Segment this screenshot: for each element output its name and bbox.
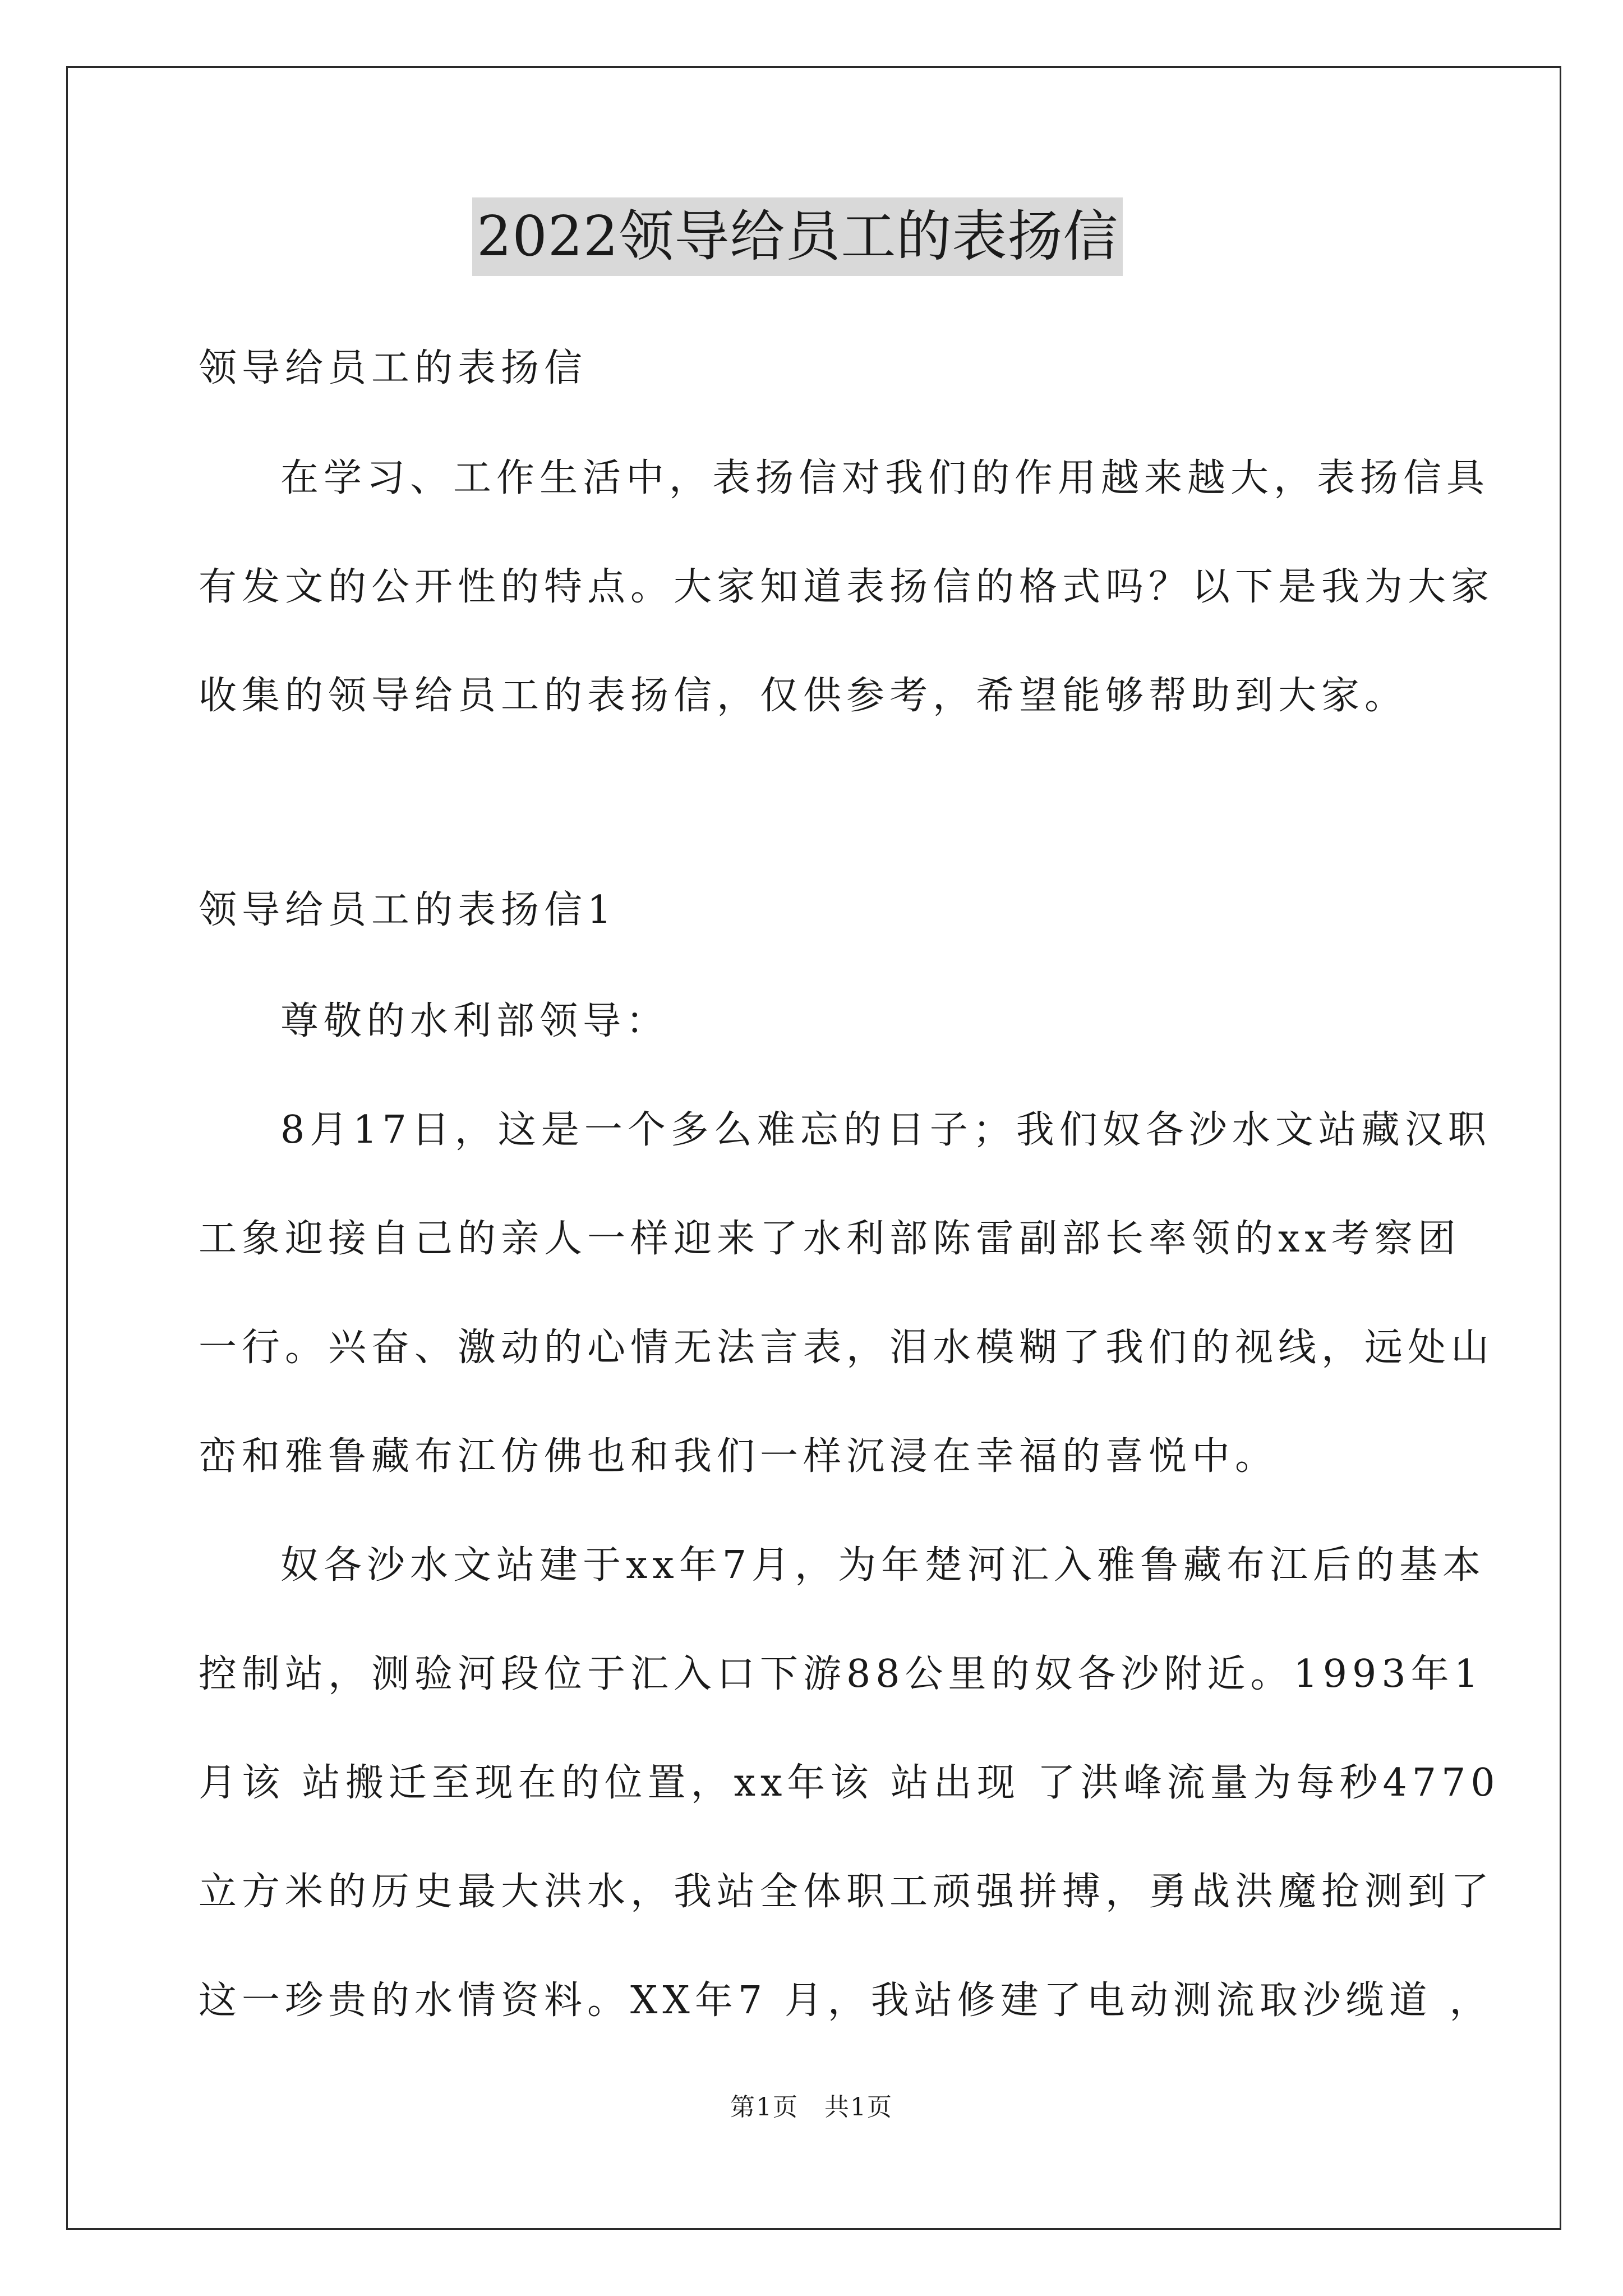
paragraph2-line-3: 月该 站搬迁至现在的位置，xx年该 站出现 了洪峰流量为每秒4770 [199,1761,1500,1805]
section-heading: 领导给员工的表扬信1 [199,888,617,932]
paragraph1-line-3: 一行。兴奋、激动的心情无法言表，泪水模糊了我们的视线，远处山 [199,1326,1495,1370]
paragraph1-line-4: 峦和雅鲁藏布江仿佛也和我们一样沉浸在幸福的喜悦中。 [199,1434,1279,1479]
intro-line-3: 收集的领导给员工的表扬信，仅供参考，希望能够帮助到大家。 [199,674,1408,718]
paragraph2-line-1: 奴各沙水文站建于xx年7月，为年楚河汇入雅鲁藏布江后的基本 [280,1543,1486,1588]
intro-line-1: 在学习、工作生活中，表扬信对我们的作用越来越大，表扬信具 [280,456,1490,500]
paragraph2-line-5: 这一珍贵的水情资料。XX年7 月，我站修建了电动测流取沙缆道 ， [199,1978,1493,2023]
intro-line-2: 有发文的公开性的特点。大家知道表扬信的格式吗？以下是我为大家 [199,565,1495,609]
paragraph1-line-1: 8月17日，这是一个多么难忘的日子；我们奴各沙水文站藏汉职 [280,1108,1491,1152]
paragraph1-line-2: 工象迎接自己的亲人一样迎来了水利部陈雷副部长率领的xx考察团 [199,1217,1461,1261]
salutation: 尊敬的水利部领导： [280,999,670,1043]
paragraph2-line-4: 立方米的历史最大洪水，我站全体职工顽强拼搏，勇战洪魔抢测到了 [199,1870,1495,1914]
page-number: 第1页 共1页 [730,2093,893,2122]
document-subtitle: 领导给员工的表扬信 [199,346,588,390]
document-title: 2022领导给员工的表扬信 [472,197,1123,276]
paragraph2-line-2: 控制站，测验河段位于汇入口下游88公里的奴各沙附近。1993年1 [199,1652,1483,1696]
